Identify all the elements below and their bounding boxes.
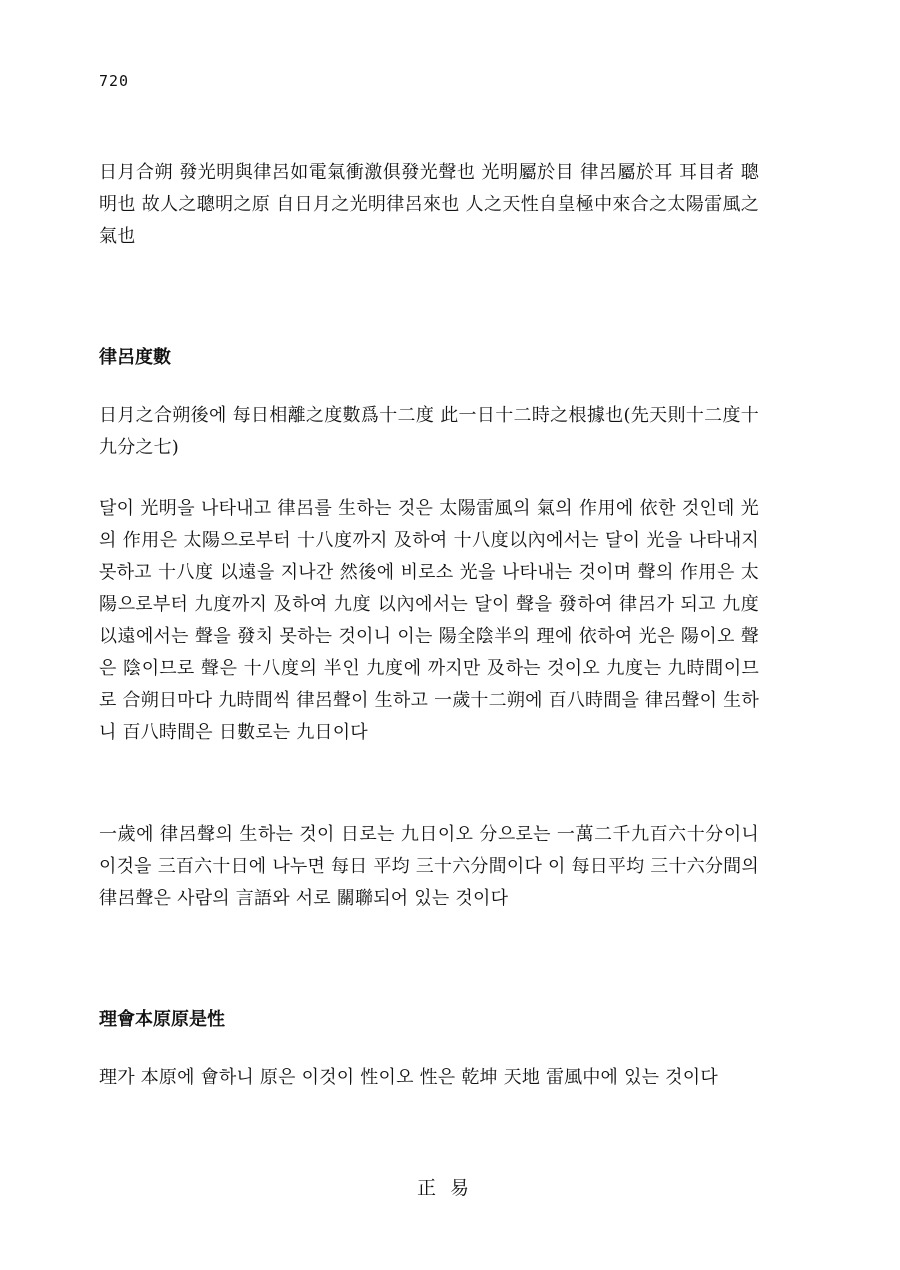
commentary-paragraph-2: 一歲에 律呂聲의 生하는 것이 日로는 九日이오 分으로는 一萬二千九百六十分이니 이것을 三百六十日에 나누면 每日 平均 三十六分間이다 이 每日平均 三十六分間의 律呂聲은 사람의 言語와 서로 關聯되어 있는 것이다 xyxy=(99,824,759,909)
hanmun-verse: 日月之合朔後에 每日相離之度數爲十二度 此一日十二時之根據也(先天則十二度十九分之七) xyxy=(99,405,759,458)
page-number: 720 xyxy=(99,72,130,90)
section-heading-yulryeo-dosu: 律呂度數 xyxy=(99,347,171,368)
commentary-paragraph-1: 달이 光明을 나타내고 律呂를 生하는 것은 太陽雷風의 氣의 作用에 依한 것인데 光의 作用은 太陽으로부터 十八度까지 及하여 十八度以內에서는 달이 光을 나타내지 못하고 十八度 以遠을 지나간 然後에 비로소 光을 나타내는 것이며 聲의 作用은 太陽으로부터 九度까지 及하여 九度 以內에서는 달이 聲을 發하여 律呂가 되고 九度 以遠에서는 聲을 發치 못하는 것이니 이는 陽全陰半의 理에 依하여 光은 陽이오 聲은 陰이므로 聲은 十八度의 半인 九度에 까지만 及하는 것이오 九度는 九時間이므로 合朔日마다 九時間씩 律呂聲이 生하고 一歲十二朔에 百八時間을 律呂聲이 生하니 百八時間은 日數로는 九日이다 xyxy=(99,498,759,743)
running-footer-title: 正易 xyxy=(416,1177,483,1199)
section-heading-ihoe-bonwon: 理會本原原是性 xyxy=(99,1009,225,1030)
intro-paragraph: 日月合朔 發光明與律呂如電氣衝激俱發光聲也 光明屬於目 律呂屬於耳 耳目者 聰明也 故人之聰明之原 自日月之光明律呂來也 人之天性自皇極中來合之太陽雷風之氣也 xyxy=(99,162,759,247)
commentary-paragraph-3: 理가 本原에 會하니 原은 이것이 性이오 性은 乾坤 天地 雷風中에 있는 것이다 xyxy=(99,1067,718,1088)
